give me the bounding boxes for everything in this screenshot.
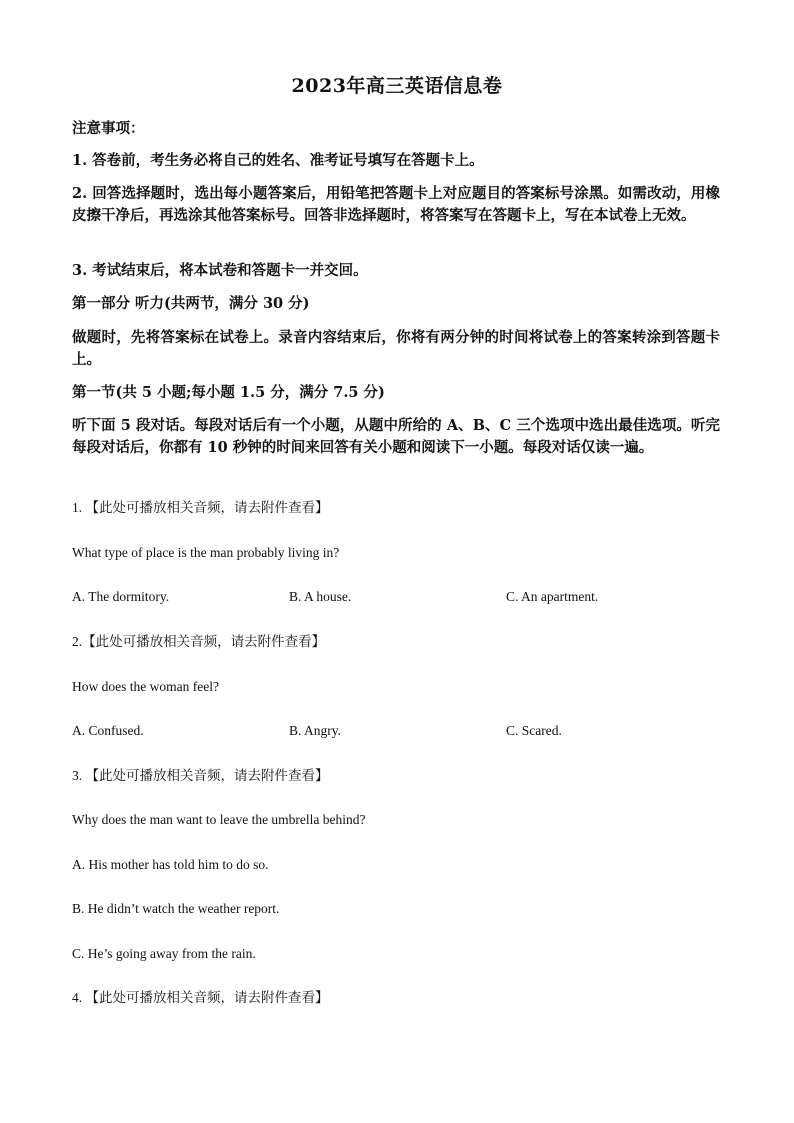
part1-instruction: 做题时，先将答案标在试卷上。录音内容结束后，你将有两分钟的时间将试卷上的答案转涂到答题卡上。 (72, 329, 720, 368)
page-title: 2023年高三英语信息卷 (291, 75, 503, 97)
question-1-header (72, 499, 329, 517)
question-2-header (72, 633, 325, 651)
audio-note-link[interactable]: 【此处可播放相关音频，请去附件查看】 (82, 634, 326, 650)
question-3-header (72, 767, 329, 785)
question-number: 3. (72, 768, 86, 783)
question-3-option-a[interactable]: A. His mother has told him to do so. (72, 857, 269, 872)
question-1-stem: What type of place is the man probably living in? (72, 545, 340, 560)
question-2-option-b[interactable]: B. Angry. (289, 723, 342, 738)
question-number: 1. (72, 500, 86, 515)
question-1-option-b[interactable]: B. A house. (289, 589, 352, 604)
audio-note-link[interactable]: 【此处可播放相关音频，请去附件查看】 (85, 500, 329, 516)
question-3-stem: Why does the man want to leave the umbrella behind? (72, 812, 366, 827)
question-1-option-c[interactable]: C. An apartment. (506, 589, 599, 604)
audio-note-link[interactable]: 【此处可播放相关音频，请去附件查看】 (85, 768, 329, 784)
question-number: 4. (72, 990, 86, 1005)
question-number: 2. (72, 634, 83, 649)
question-2-stem: How does the woman feel? (72, 679, 219, 694)
section1-heading: 第一节(共 5 小题;每小题 1.5 分，满分 7.5 分) (72, 384, 385, 401)
part1-heading: 第一部分 听力(共两节，满分 30 分) (72, 295, 310, 312)
notice-item-1: 1. 答卷前，考生务必将自己的姓名、准考证号填写在答题卡上。 (72, 152, 484, 169)
audio-note-link[interactable]: 【此处可播放相关音频，请去附件查看】 (85, 990, 329, 1006)
question-3-option-b[interactable]: B. He didn’t watch the weather report. (72, 901, 280, 916)
notice-item-2: 2. 回答选择题时，选出每小题答案后，用铅笔把答题卡上对应题目的答案标号涂黑。如需改动，用橡皮擦干净后，再选涂其他答案标号。回答非选择题时，将答案写在答题卡上，写在本试卷上无效。 (72, 185, 720, 224)
question-1-option-a[interactable]: A. The dormitory. (72, 589, 170, 604)
question-3-option-c[interactable]: C. He’s going away from the rain. (72, 946, 256, 961)
notice-heading: 注意事项： (72, 120, 145, 137)
question-2-option-a[interactable]: A. Confused. (72, 723, 144, 738)
question-4-header (72, 989, 329, 1007)
question-2-option-c[interactable]: C. Scared. (506, 723, 562, 738)
section1-instruction: 听下面 5 段对话。每段对话后有一个小题，从题中所给的 A、B、C 三个选项中选出最佳选项。听完每段对话后，你都有 10 秒钟的时间来回答有关小题和阅读下一小题。每段对话仅读一遍。 (72, 417, 720, 456)
notice-item-3: 3. 考试结束后，将本试卷和答题卡一并交回。 (72, 262, 368, 279)
